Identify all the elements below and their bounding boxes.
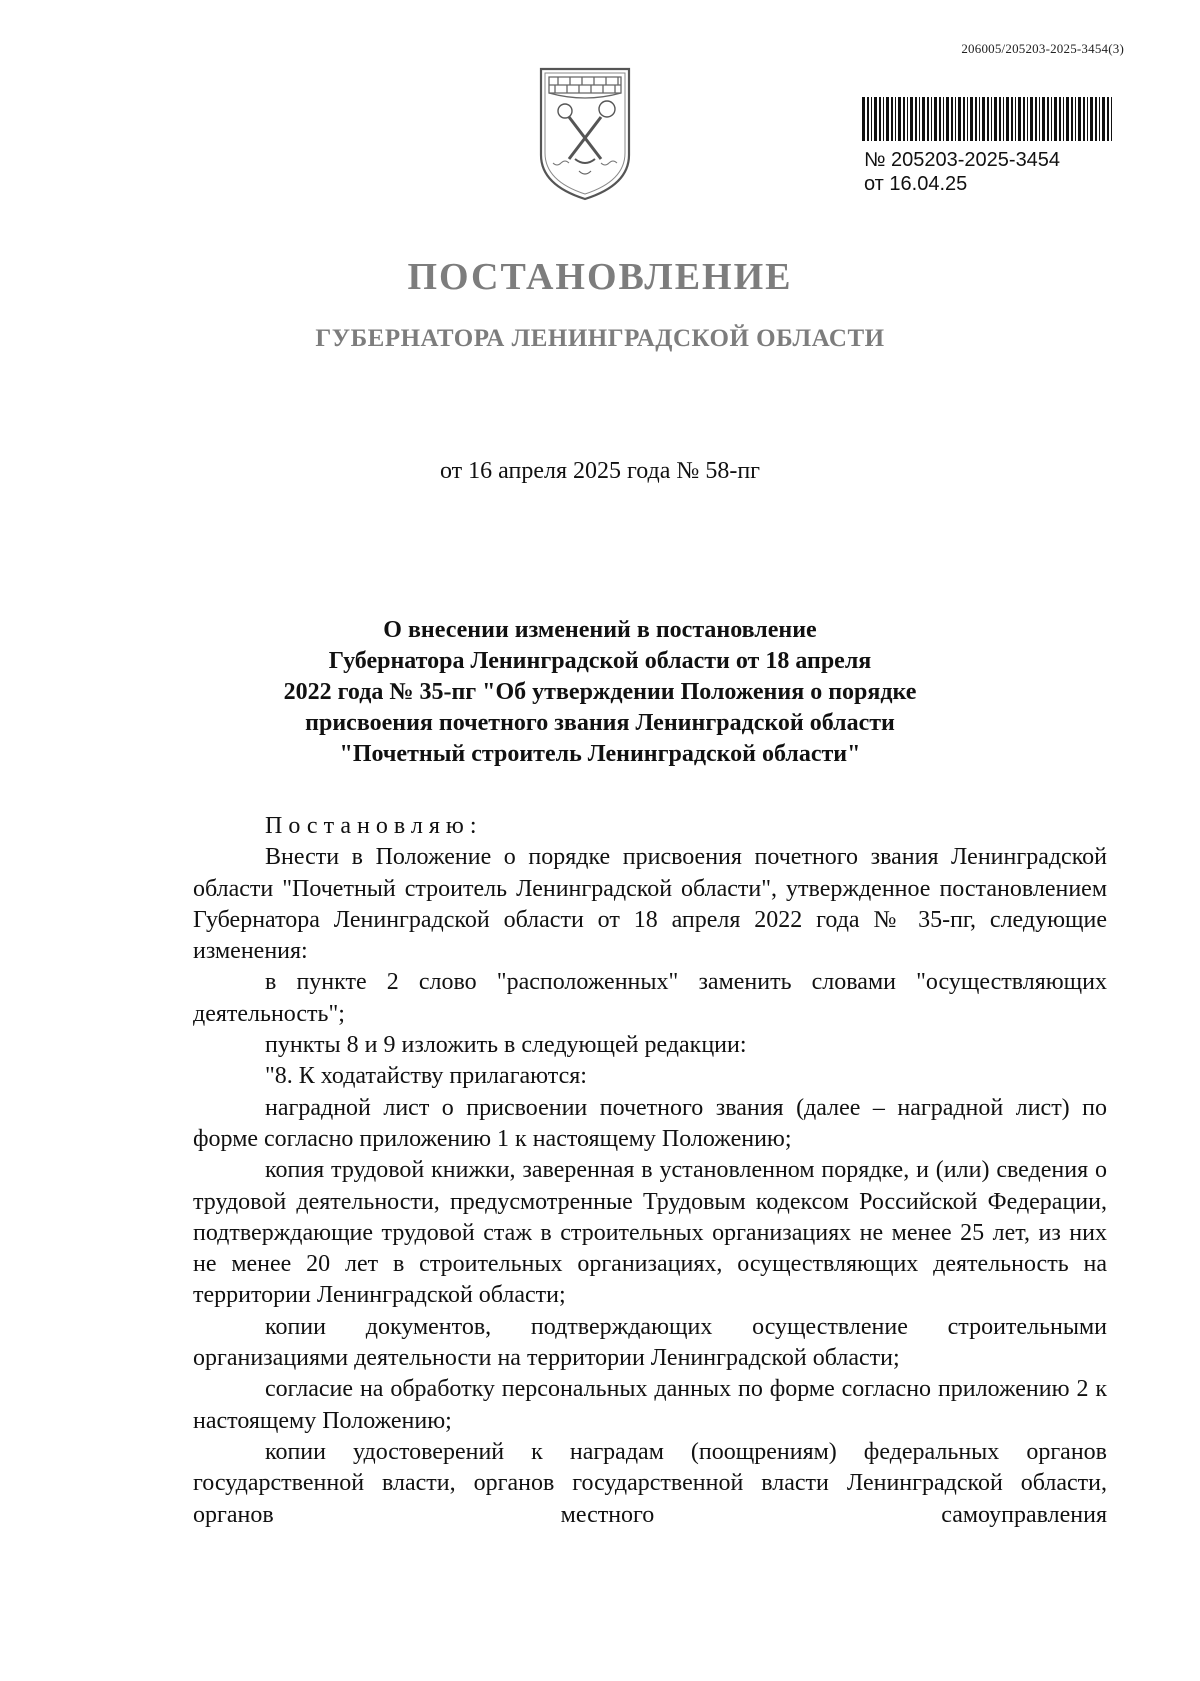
barcode-bar [1066,97,1069,141]
barcode-bar [963,97,965,141]
barcode-bar [931,97,932,141]
barcode-bar [898,97,901,141]
barcode-bar [907,97,908,141]
document-subtitle: ГУБЕРНАТОРА ЛЕНИНГРАДСКОЙ ОБЛАСТИ [315,325,885,352]
barcode-bar [1054,97,1057,141]
paragraph: наградной лист о присвоении почетного звания (далее – наградной лист) по форме согласно приложению 1 к настоящему Положению; [193,1094,1107,1152]
paragraph: копии документов, подтверждающих осуществление строительными организациями деятельности на территории Ленинградской области; [193,1313,1107,1372]
barcode-bar [946,97,949,141]
coat-of-arms-emblem [535,63,635,203]
barcode-bar [975,97,977,141]
barcode-bar [1107,97,1109,141]
barcode-bar [1039,97,1040,141]
barcode-bar [991,97,992,141]
paragraph: "8. К ходатайству прилагаются: [265,1063,587,1090]
heading-line: 2022 года № 35-пг "Об утверждении Положения о порядке [283,679,917,705]
heading-line: "Почетный строитель Ленинградской области" [339,741,861,767]
decree-word: Постановляю: [265,813,483,839]
paragraph: копии удостоверений к наградам (поощрениям) федеральных органов государственной власти, органов государственной власти Ленинградской области, органов местного самоуправления [193,1438,1107,1528]
heading-line: Губернатора Ленинградской области от 18 апреля [328,648,872,674]
barcode-bar [1111,97,1112,141]
barcode-bar [903,97,905,141]
barcode-bar [1003,97,1004,141]
barcode-bar [1051,97,1052,141]
registration-number: № 205203-2025-3454 [864,149,1061,171]
barcode-bar [1059,97,1061,141]
barcode-bar [1035,97,1037,141]
barcode-bar [883,97,884,141]
barcode-bar [955,97,956,141]
registration-stamp [864,148,1060,196]
barcode-bar [943,97,944,141]
barcode-bar [1095,97,1097,141]
paragraph: пункты 8 и 9 изложить в следующей редакции: [265,1032,747,1059]
barcode-bar [970,97,973,141]
barcode-bar [895,97,896,141]
barcode-bar [1030,97,1033,141]
barcode [862,97,1116,141]
barcode-bar [979,97,980,141]
barcode-bar [1090,97,1093,141]
barcode-bar [1006,97,1009,141]
paragraph: Внести в Положение о порядке присвоения почетного звания Ленинградской области "Почетный строитель Ленинградской области", утвержденное постановлением Губернатора Ленинградской области от 18 апреля 2022 года № 35-пг, следующие изменения: [193,844,1107,965]
document-code: 206005/205203-2025-3454(3) [961,41,1124,56]
barcode-bar [1102,97,1105,141]
barcode-bar [879,97,881,141]
barcode-bar [1018,97,1021,141]
barcode-bar [927,97,929,141]
barcode-bar [987,97,989,141]
barcode-bar [862,97,865,141]
paragraph: копия трудовой книжки, заверенная в установленном порядке, и (или) сведения о трудовой деятельности, предусмотренные Трудовым кодексом Российской Федерации, подтверждающие трудовой стаж в строительных организациях не менее 25 лет, из них не менее 20 лет в строительных организациях, осуществляющих деятельность на территории Ленинградской области; [193,1157,1107,1309]
paragraph: согласие на обработку персональных данных по форме согласно приложению 2 к настоящему Положению; [193,1376,1107,1434]
barcode-bar [867,97,869,141]
barcode-bar [922,97,925,141]
barcode-bar [1087,97,1088,141]
barcode-bar [1015,97,1016,141]
document-body [193,811,1107,1531]
barcode-bar [967,97,968,141]
barcode-bar [1023,97,1025,141]
barcode-bar [999,97,1001,141]
barcode-bar [994,97,997,141]
barcode-bar [1075,97,1076,141]
barcode-bar [1011,97,1013,141]
barcode-bar [874,97,877,141]
barcode-bar [1042,97,1045,141]
decree-heading [0,615,1200,770]
barcode-bar [891,97,893,141]
barcode-bar [982,97,985,141]
registration-date: от 16.04.25 [864,173,968,195]
barcode-bar [1078,97,1081,141]
barcode-bar [871,97,872,141]
barcode-bar [915,97,917,141]
heading-line: О внесении изменений в постановление [383,617,817,643]
paragraph: в пункте 2 слово "расположенных" заменить словами "осуществляющих деятельность"; [193,969,1107,1027]
barcode-bar [910,97,913,141]
barcode-bar [939,97,941,141]
barcode-bar [951,97,953,141]
heading-line: присвоения почетного звания Ленинградской области [305,710,895,736]
barcode-bar [1071,97,1073,141]
barcode-bar [1099,97,1100,141]
barcode-bar [1027,97,1028,141]
barcode-bar [886,97,889,141]
barcode-bar [919,97,920,141]
document-title: ПОСТАНОВЛЕНИЕ [407,256,793,298]
barcode-bar [1063,97,1064,141]
barcode-bar [1047,97,1049,141]
decree-date-number: от 16 апреля 2025 года № 58-пг [439,458,760,484]
barcode-bar [958,97,961,141]
barcode-bar [1083,97,1085,141]
barcode-bar [934,97,937,141]
